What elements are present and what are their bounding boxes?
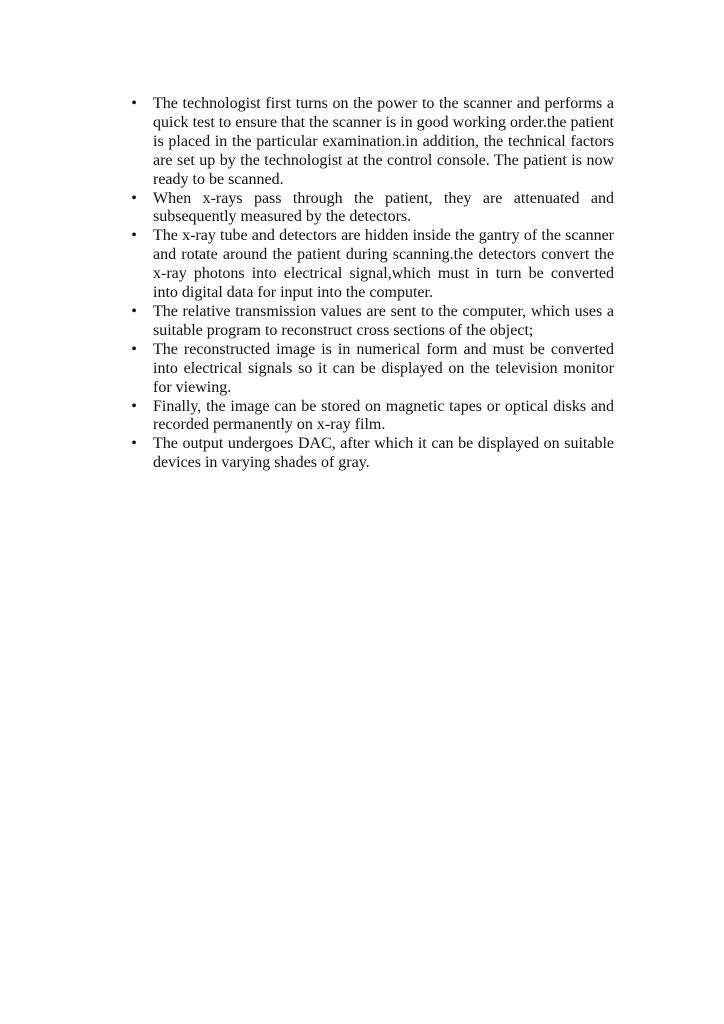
list-item — [131, 227, 614, 303]
bullet-marker: • — [131, 397, 137, 415]
list-item-text: The x-ray tube and detectors are hidden inside the gantry of the scanner and rotate around the patient during scanning.the detectors convert the x-ray photons into electrical signal,which must in turn be converted into digital data for input into the computer. — [153, 227, 614, 302]
bullet-marker: • — [131, 227, 137, 245]
list-item-text: The reconstructed image is in numerical form and must be converted into electrical signals so it can be displayed on the television monitor for viewing. — [153, 340, 614, 396]
list-item-text: The output undergoes DAC, after which it can be displayed on suitable devices in varying shades of gray. — [153, 435, 614, 472]
bullet-marker: • — [131, 302, 137, 320]
bullet-marker: • — [131, 189, 137, 207]
bullet-marker: • — [131, 435, 137, 453]
bullet-marker: • — [131, 340, 137, 358]
list-item-text: The relative transmission values are sent to the computer, which uses a suitable program to reconstruct cross sections of the object; — [153, 302, 614, 339]
list-item — [131, 397, 614, 436]
list-item — [131, 95, 614, 190]
list-item — [131, 435, 614, 473]
list-item-text: The technologist first turns on the power to the scanner and performs a quick test to ensure that the scanner is in good working order.the patient is placed in the particular examination.in addition, the technical factors are set up by the technologist at the control console. The patient is now ready to be scanned. — [153, 95, 614, 188]
list-item-text: When x-rays pass through the patient, they are attenuated and subsequently measured by the detectors. — [153, 189, 614, 226]
list-item — [131, 340, 614, 398]
list-item — [131, 302, 614, 341]
bullet-marker: • — [131, 95, 137, 112]
list-item-text: Finally, the image can be stored on magnetic tapes or optical disks and recorded permanently on x-ray film. — [153, 397, 614, 434]
bullet-list — [131, 95, 614, 473]
list-item — [131, 189, 614, 228]
